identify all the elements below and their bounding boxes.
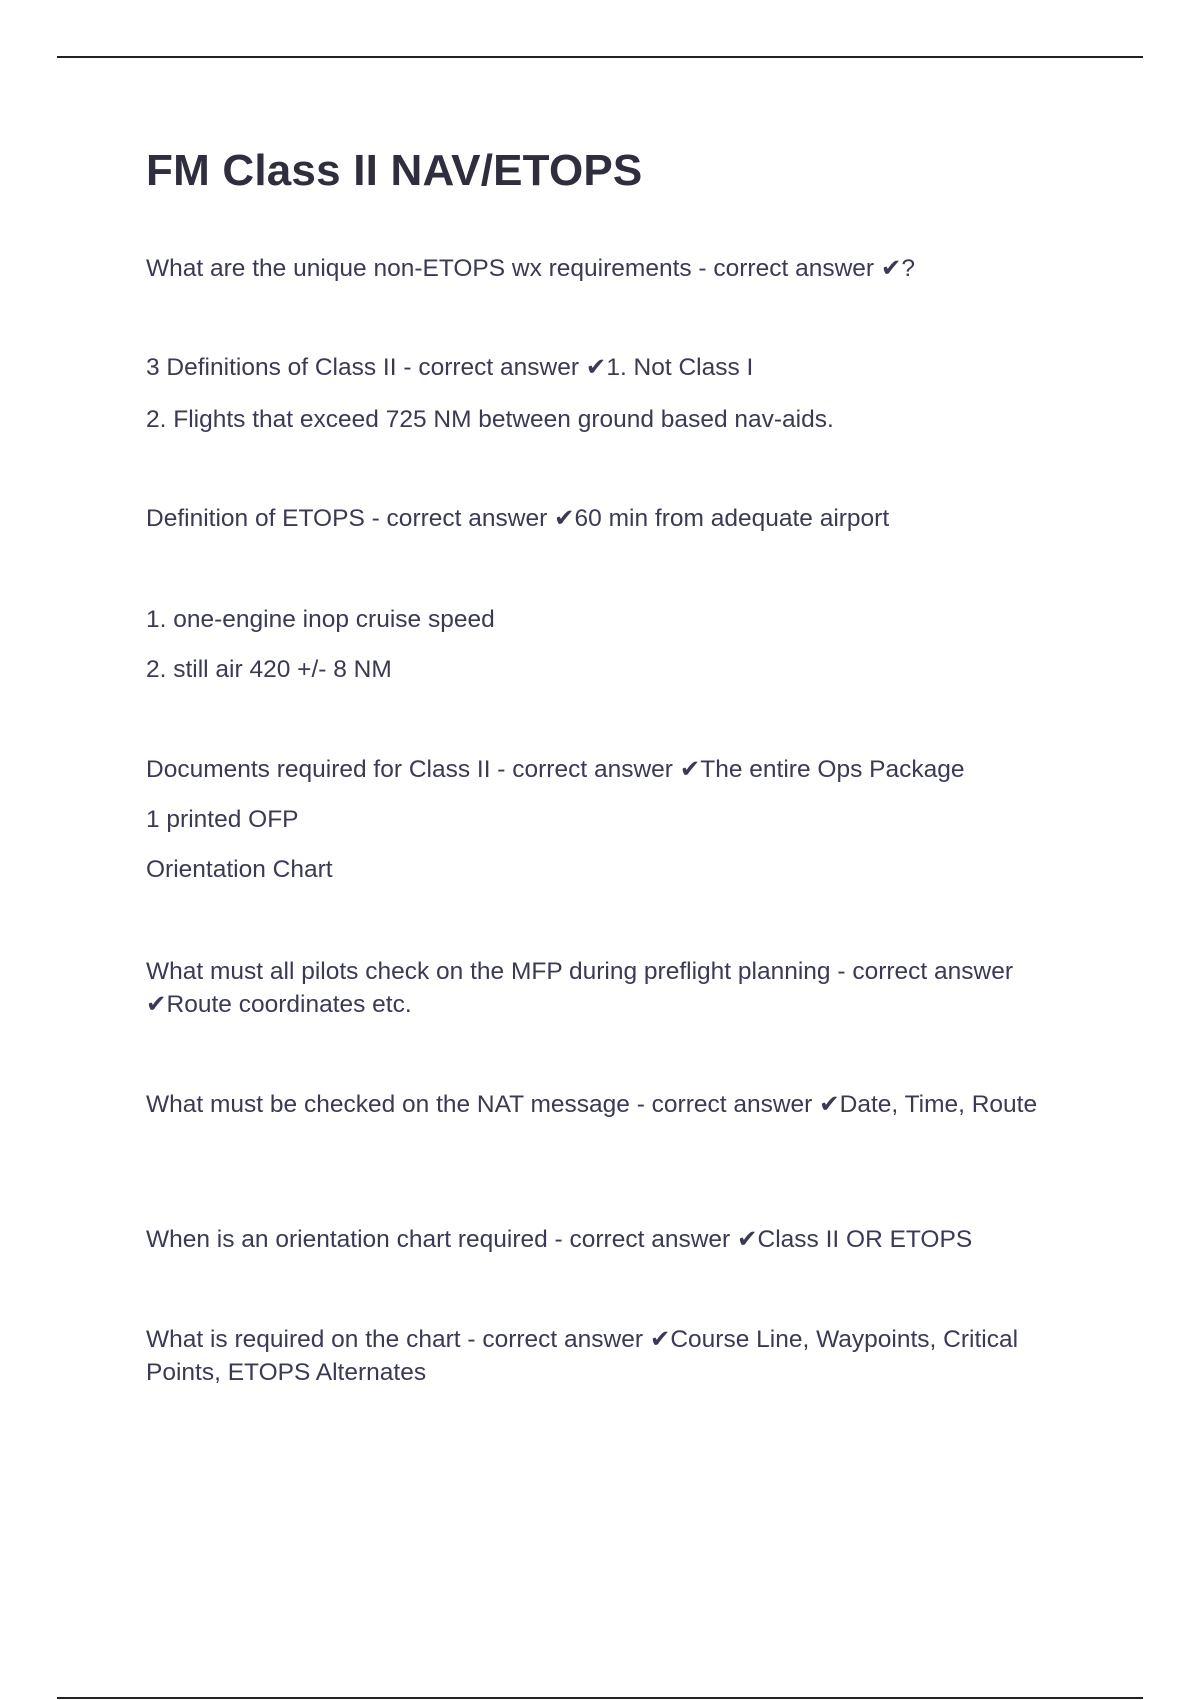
qa-line-11: What must be checked on the NAT message - correct answer ✔Date, Time, Route <box>146 1091 1038 1118</box>
qa-line-12: When is an orientation chart required - correct answer ✔Class II OR ETOPS <box>146 1226 973 1253</box>
qa-line-4: Definition of ETOPS - correct answer ✔60 min from adequate airport <box>146 505 890 532</box>
qa-line-9: Orientation Chart <box>146 856 333 883</box>
qa-line-8: 1 printed OFP <box>146 806 299 833</box>
qa-line-10: What must all pilots check on the MFP during preflight planning - correct answer ✔Route coordinates etc. <box>146 958 1013 1018</box>
qa-line-7: Documents required for Class II - correct answer ✔The entire Ops Package <box>146 756 965 783</box>
qa-line-3: 2. Flights that exceed 725 NM between ground based nav-aids. <box>146 406 834 433</box>
qa-line-13: What is required on the chart - correct answer ✔Course Line, Waypoints, Critical Points, ETOPS Alternates <box>146 1326 1019 1386</box>
qa-line-2: 3 Definitions of Class II - correct answer ✔1. Not Class I <box>146 354 754 381</box>
document-title: FM Class II NAV/ETOPS <box>146 146 643 195</box>
qa-line-5: 1. one-engine inop cruise speed <box>146 606 495 633</box>
qa-line-6: 2. still air 420 +/- 8 NM <box>146 656 392 683</box>
qa-line-1: What are the unique non-ETOPS wx requirements - correct answer ✔? <box>146 255 916 282</box>
top-rule <box>57 56 1143 58</box>
bottom-rule <box>57 1697 1143 1699</box>
